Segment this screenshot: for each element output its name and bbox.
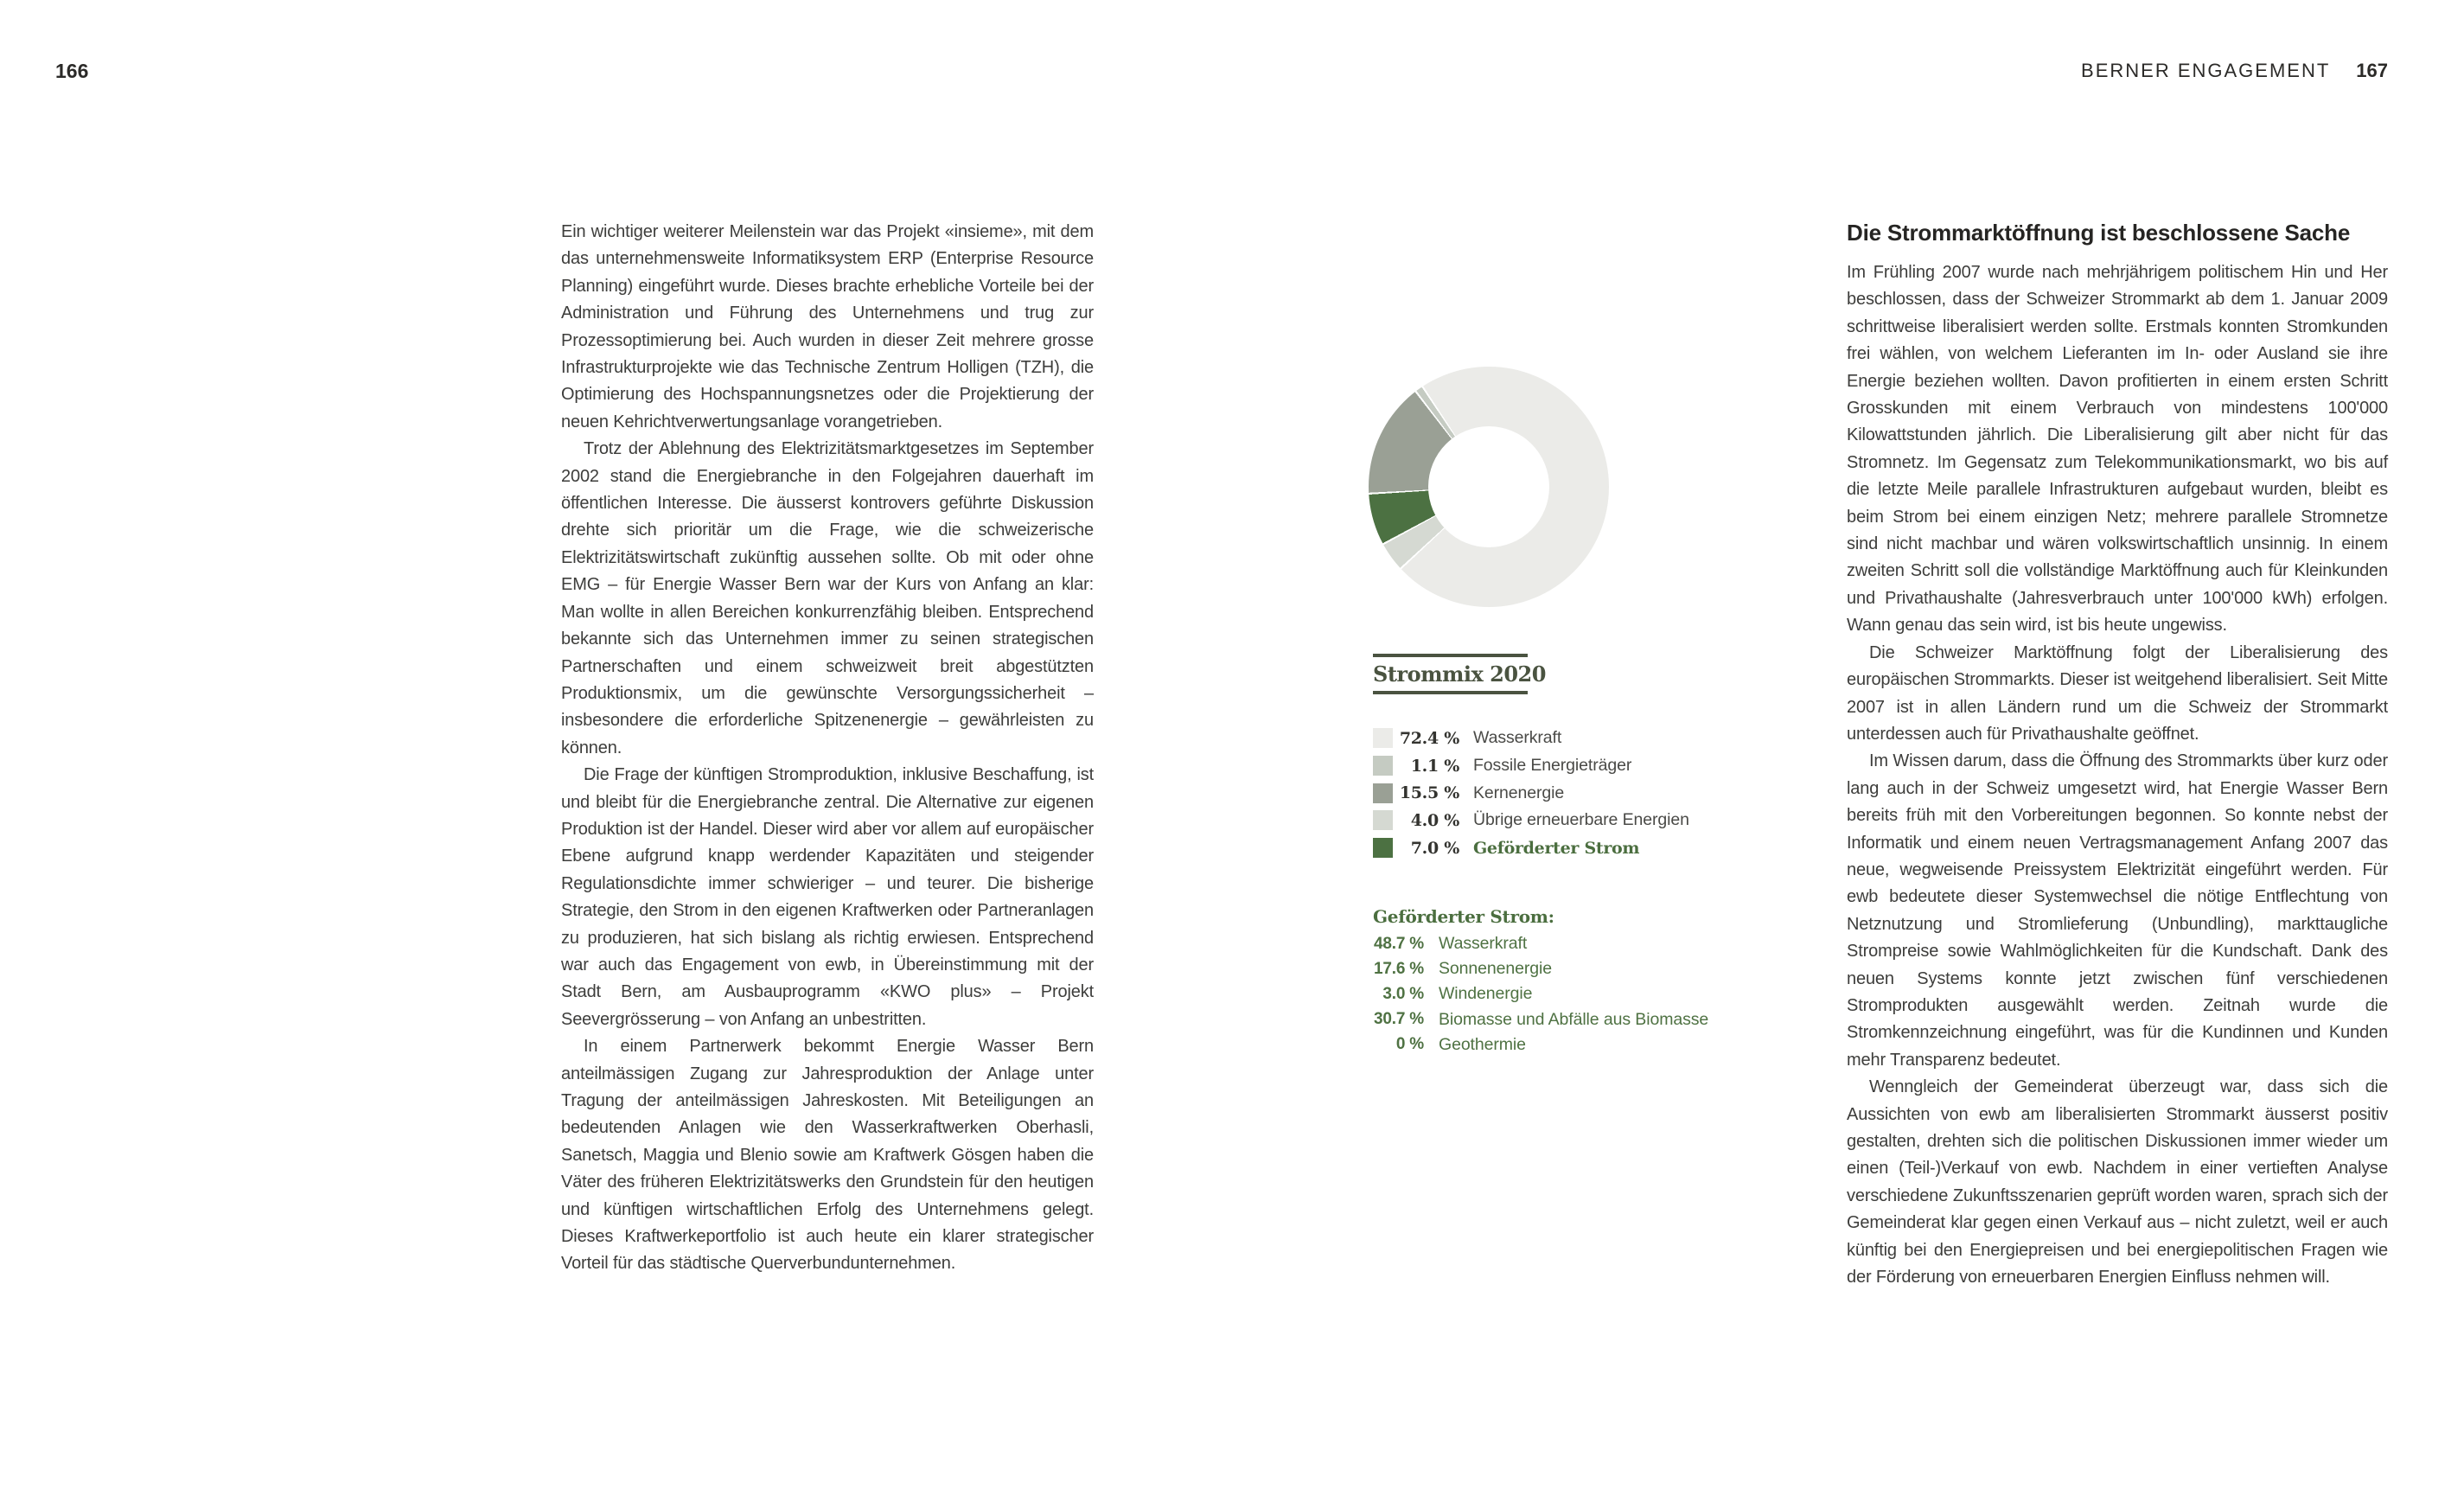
legend-swatch <box>1373 783 1393 803</box>
donut-hole <box>1428 426 1549 547</box>
right-column <box>1847 219 2388 1291</box>
chart-legend <box>1373 725 1689 861</box>
legend-percent: 7.0 % <box>1410 838 1459 858</box>
legend-swatch <box>1373 810 1393 830</box>
sub-legend-label: Biomasse und Abfälle aus Biomasse <box>1439 1009 1709 1029</box>
sub-legend-row <box>1373 981 1708 1006</box>
sub-legend-label: Wasserkraft <box>1439 934 1528 954</box>
left-column <box>561 219 1094 1278</box>
sub-legend-label: Geothermie <box>1439 1034 1526 1054</box>
legend-row <box>1373 779 1689 807</box>
sub-legend-row <box>1373 956 1708 981</box>
sub-legend-percent: 0 % <box>1395 1035 1424 1054</box>
legend-swatch <box>1373 756 1393 776</box>
legend-label: Geförderter Strom <box>1473 838 1640 858</box>
article-title: Die Strommarktöffnung ist beschlossene Sache <box>1847 220 2351 246</box>
sub-legend-label: Windenergie <box>1439 984 1533 1004</box>
sub-legend-row <box>1373 1007 1708 1032</box>
sub-legend-title: Geförderter Strom: <box>1373 906 1554 927</box>
paragraph: Wenngleich der Gemeinderat überzeugt war, dass sich die Aussichten von ewb am liberalisierten Strommarkt äusserst positiv gestalten, drehten sich die politischen Diskussionen immer wieder um einen (Teil-)Verkauf von ewb. Nachdem in einer vertieften Analyse verschiedene Zukunftsszenarien geprüft worden waren, sprach sich der Gemeinderat klar gegen einen Verkauf aus – nicht zuletzt, weil er auch künftig bei den Energiepreisen und bei energiepolitischen Fragen wie der Förderung von erneuerbaren Energien Einfluss nehmen will. <box>1847 1077 2388 1288</box>
legend-percent: 72.4 % <box>1399 728 1459 748</box>
sub-legend-label: Sonnenenergie <box>1439 959 1552 979</box>
sub-legend-percent: 48.7 % <box>1374 934 1424 953</box>
legend-row <box>1373 752 1689 780</box>
paragraph: Ein wichtiger weiterer Meilenstein war das Projekt «insieme», mit dem das unternehmensweite Informatiksystem ERP (Enterprise Resource Planning) eingeführt wurde. Dieses brachte erhebliche Vorteile bei der Administration und Führung des Unternehmens und trug zur Prozessoptimierung bei. Auch wurden in dieser Zeit mehrere grosse Infrastrukturprojekte wie das Technische Zentrum Holligen (TZH), die Optimierung des Hochspannungsnetzes oder die Projektierung der neuen Kehrichtverwertungsanlage vorangetrieben. <box>561 222 1094 431</box>
paragraph: Trotz der Ablehnung des Elektrizitätsmarktgesetzes im September 2002 stand die Energiebranche in den Folgejahren dauerhaft im öffentlichen Interesse. Die äusserst kontrovers geführte Diskussion drehte sich prioritär um die Frage, wie die schweizerische Elektrizitätswirtschaft zukünftig aussehen sollte. Ob mit oder ohne EMG – für Energie Wasser Bern war der Kurs von Anfang an klar: Man wollte in allen Bereichen konkurrenzfähig bleiben. Entsprechend bekannte sich das Unternehmen immer zu seinen strategischen Partnerschaften und einem schweizweit breit abgestützten Produktionsmix, um die gewünschte Versorgungssicherheit – insbesondere die erforderliche Spitzenenergie – gewährleisten zu können. <box>561 439 1094 757</box>
paragraph: In einem Partnerwerk bekommt Energie Wasser Bern anteilmässigen Zugang zur Jahresproduktion der Anlage unter Tragung der anteilmässigen Jahreskosten. Mit Beteiligungen an bedeutenden Anlagen wie den Wasserkraftwerken Oberhasli, Sanetsch, Maggia und Blenio sowie am Kraftwerk Gösgen haben die Väter des früheren Elektrizitätswerks den Grundstein für den heutigen und künftigen wirtschaftlichen Erfolg des Unternehmens gelegt. Dieses Kraftwerkeportfolio ist auch heute ein klarer strategischer Vorteil für das städtische Querverbundunternehmen. <box>561 1037 1094 1274</box>
running-header <box>2081 60 2388 82</box>
sub-legend <box>1373 906 1708 1058</box>
sub-legend-percent: 3.0 % <box>1382 984 1424 1003</box>
paragraph: Im Wissen darum, dass die Öffnung des Strommarkts über kurz oder lang auch in der Schweiz umgesetzt wird, hat Energie Wasser Bern bereits früh mit den Vorbereitungen begonnen. So konnte nebst der Informatik und einem neuen Vertragsmanagement Anfang 2007 das neue, wegweisende Preissystem Elektrizität eingeführt werden. Für ewb bedeutete dieser Systemwechsel die nötige Entflechtung von Netznutzung und Stromlieferung (Unbundling), markttaugliche Strompreise sowie Wahlmöglichkeiten für die Kundschaft. Dank des neuen Systems konnte jetzt zwischen fünf verschiedenen Stromprodukten ausgewählt werden. Zeitnah wurde die Stromkennzeichnung eingeführt, was für die Kundinnen und Kunden mehr Transparenz bedeutet. <box>1847 751 2388 1070</box>
sub-legend-row <box>1373 1032 1708 1058</box>
legend-percent: 4.0 % <box>1410 810 1459 830</box>
running-header-title: BERNER ENGAGEMENT <box>2081 60 2331 81</box>
sub-legend-row <box>1373 931 1708 956</box>
sub-legend-percent: 17.6 % <box>1374 959 1424 978</box>
paragraph: Die Schweizer Marktöffnung folgt der Liberalisierung des europäischen Strommarkts. Dieser ist weitgehend liberalisiert. Seit Mitte 2007 ist in allen Ländern rund um die Schweiz der Strommarkt unterdessen auch für Privathaushalte geöffnet. <box>1847 642 2388 744</box>
chart-title: Strommix 2020 <box>1373 661 1546 687</box>
legend-swatch <box>1373 838 1393 858</box>
left-page-number: 166 <box>55 60 89 82</box>
legend-percent: 1.1 % <box>1410 756 1459 776</box>
legend-percent: 15.5 % <box>1399 783 1459 803</box>
donut-chart <box>1369 367 1609 607</box>
chart-title-block <box>1373 654 1546 694</box>
sub-legend-percent: 30.7 % <box>1374 1010 1424 1029</box>
legend-row <box>1373 725 1689 752</box>
legend-label: Kernenergie <box>1473 783 1565 802</box>
legend-label: Fossile Energieträger <box>1473 756 1632 776</box>
paragraph: Die Frage der künftigen Stromproduktion, inklusive Beschaffung, ist und bleibt für die Energiebranche zentral. Die Alternative zur eigenen Produktion ist der Handel. Dieser wird aber vor allem auf europäischer Ebene aufgrund knapp werdender Kapazitäten und steigender Regulationsdichte immer schwieriger – und teurer. Die bisherige Strategie, den Strom in den eigenen Kraftwerken oder Partneranlagen zu produzieren, hat sich bislang als richtig erwiesen. Entsprechend war auch das Engagement von ewb, in Übereinstimmung mit der Stadt Bern, am Ausbauprogramm «KWO plus» – Projekt Seevergrösserung – von Anfang an unbestritten. <box>561 765 1094 1029</box>
legend-label: Übrige erneuerbare Energien <box>1473 810 1689 830</box>
legend-swatch <box>1373 728 1393 748</box>
legend-row <box>1373 807 1689 834</box>
right-page-number: 167 <box>2356 60 2388 81</box>
legend-row <box>1373 834 1689 862</box>
paragraph: Im Frühling 2007 wurde nach mehrjährigem politischem Hin und Her beschlossen, dass der Schweizer Strommarkt ab dem 1. Januar 2009 schrittweise liberalisiert werden sollte. Erstmals konnten Stromkunden frei wählen, von welchem Lieferanten im In- oder Ausland sie ihre Energie beziehen wollten. Davon profitierten in einem ersten Schritt Grosskunden mit einem Verbrauch von mindestens 100'000 Kilowattstunden jährlich. Die Liberalisierung gilt aber nicht für das Stromnetz. Im Gegensatz zum Telekommunikationsmarkt, wo bis auf die letzte Meile parallele Infrastrukturen aufgebaut wurden, bleibt es beim Strom bei einem einzigen Netz; mehrere parallele Stromnetze sind nicht machbar und wären volkswirtschaftlich unsinnig. In einem zweiten Schritt soll die vollständige Marktöffnung auch für Kleinkunden und Privathaushalte (Jahresverbrauch unter 100'000 kWh) erfolgen. Wann genau das sein wird, ist bis heute ungewiss. <box>1847 263 2388 636</box>
legend-label: Wasserkraft <box>1473 728 1562 748</box>
